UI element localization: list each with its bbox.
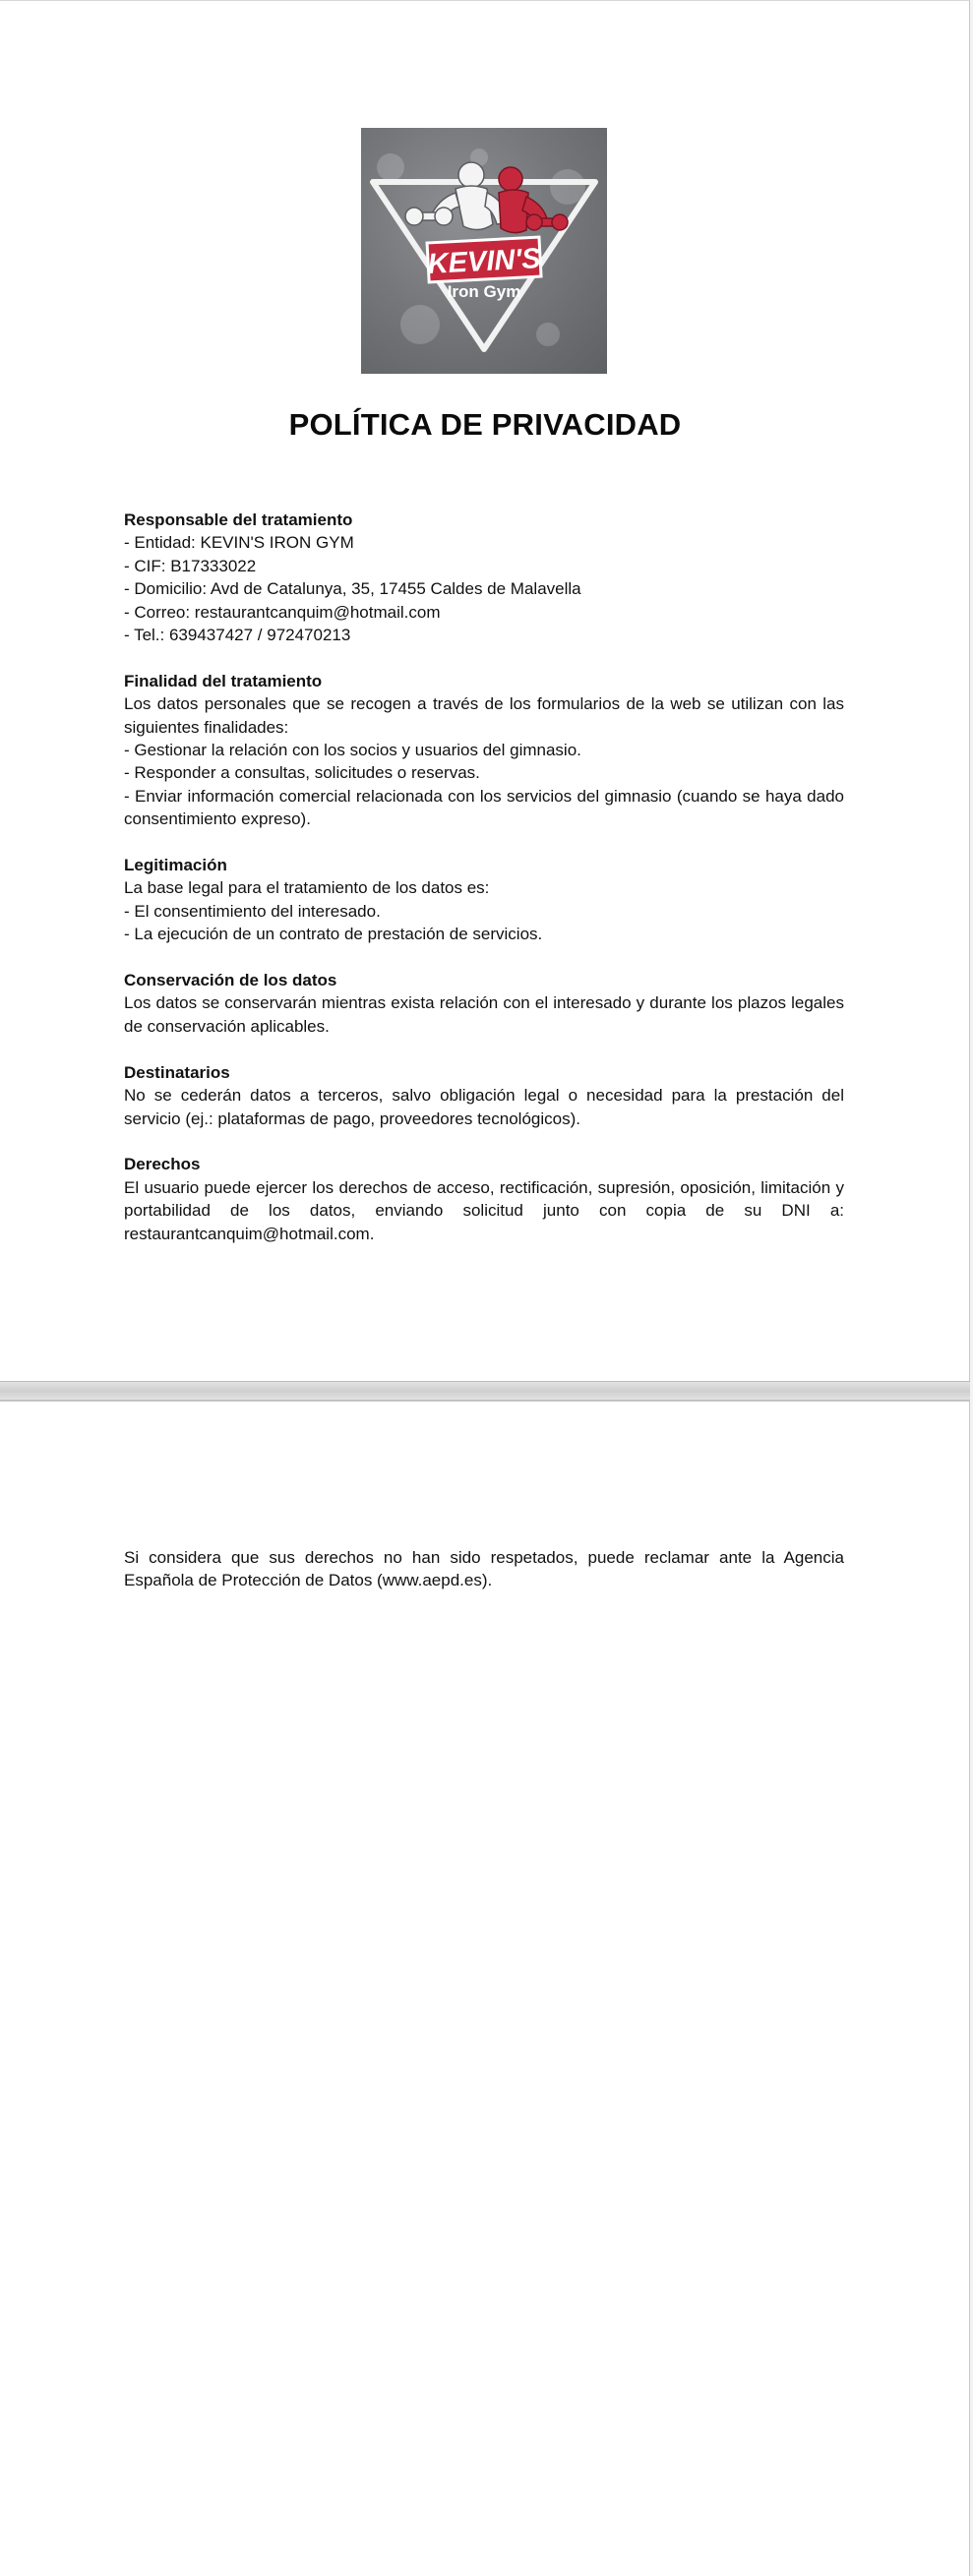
gym-logo-graphic [361,128,607,374]
list-item: - La ejecución de un contrato de prestación de servicios. [124,925,543,944]
legitimacion-intro: La base legal para el tratamiento de los datos es: [124,878,490,898]
logo-brand-sub: Iron Gym [447,282,521,301]
section-heading: Responsable del tratamiento [124,510,353,529]
page-separator [0,1381,973,1401]
derechos-text: El usuario puede ejercer los derechos de acceso, rectificación, supresión, oposición, limitación y portabilidad de los datos, enviando solicitud junto con copia de su DNI a: restaurantcanquim@hotmail.com. [124,1177,844,1243]
responsable-cif: - CIF: B17333022 [124,556,257,575]
section-legitimacion [124,854,844,946]
section-heading: Conservación de los datos [124,971,337,990]
section-finalidad [124,670,844,831]
section-heading: Finalidad del tratamiento [124,671,323,690]
section-destinatarios [124,1061,844,1130]
list-item: - Gestionar la relación con los socios y usuarios del gimnasio. [124,741,581,760]
section-conservacion [124,969,844,1038]
responsable-correo: - Correo: restaurantcanquim@hotmail.com [124,602,441,622]
page-title: POLÍTICA DE PRIVACIDAD [288,407,682,442]
section-heading: Destinatarios [124,1062,230,1082]
list-item: - El consentimiento del interesado. [124,901,381,921]
list-item: - Enviar información comercial relacionada con los servicios del gimnasio (cuando se haya dado consentimiento expreso). [124,786,844,829]
responsable-domicilio: - Domicilio: Avd de Catalunya, 35, 17455 Caldes de Malavella [124,579,581,599]
responsable-entidad: - Entidad: KEVIN'S IRON GYM [124,533,354,553]
gym-logo [361,128,607,374]
finalidad-intro: Los datos personales que se recogen a través de los formularios de la web se utilizan con las siguientes finalidades: [124,694,844,737]
section-heading: Legitimación [124,856,227,875]
logo-brand-name: KEVIN'S [426,243,542,280]
conservacion-text: Los datos se conservarán mientras exista relación con el interesado y durante los plazos legales de conservación aplicables. [124,993,844,1036]
page2-reclamacion-text: Si considera que sus derechos no han sido respetados, puede reclamar ante la Agencia Española de Protección de Datos (www.aepd.es). [124,1548,844,1590]
section-derechos [124,1153,844,1245]
responsable-telefono: - Tel.: 639437427 / 972470213 [124,626,351,645]
list-item: - Responder a consultas, solicitudes o reservas. [124,763,480,783]
policy-body [124,509,844,1268]
section-responsable [124,509,844,646]
destinatarios-text: No se cederán datos a terceros, salvo obligación legal o necesidad para la prestación del servicio (ej.: plataformas de pago, proveedores tecnológicos). [124,1086,844,1128]
section-heading: Derechos [124,1155,201,1174]
